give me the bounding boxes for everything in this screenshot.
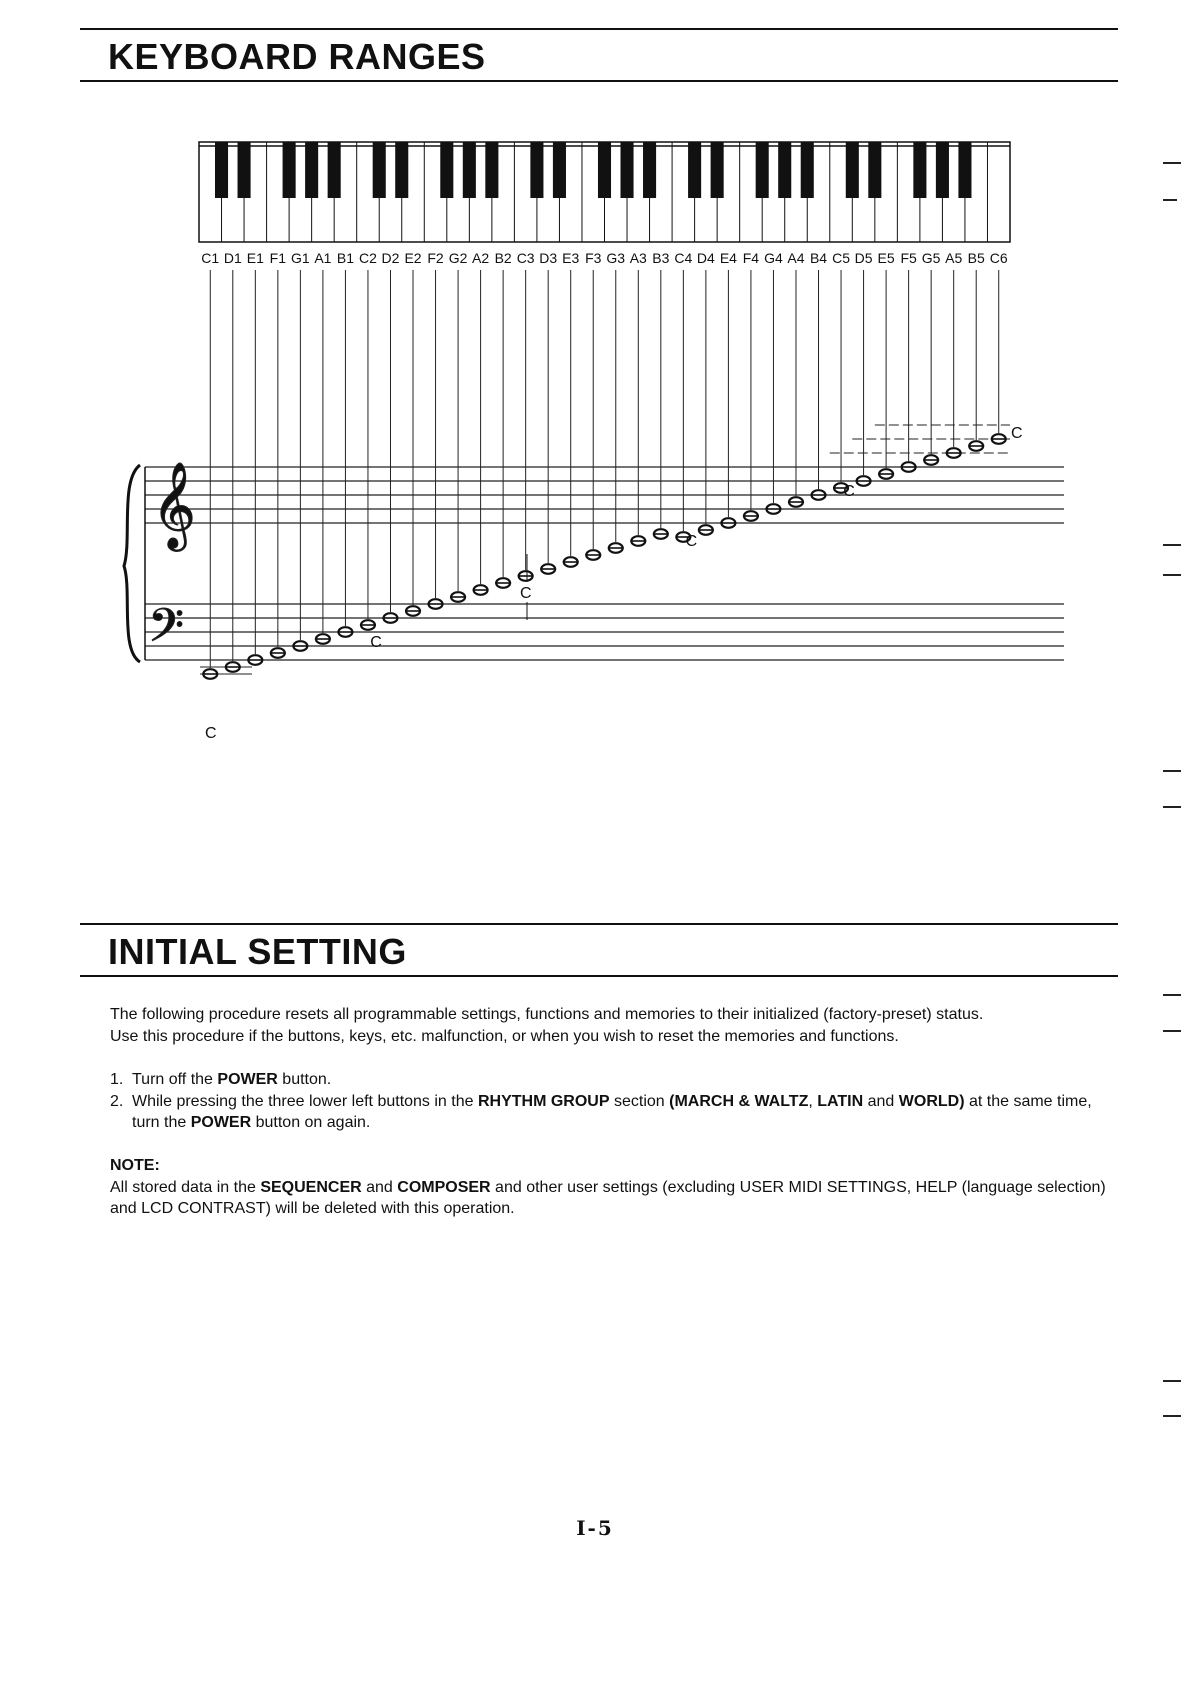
key-label: F5 xyxy=(900,250,917,266)
note-head xyxy=(744,511,758,521)
note-head xyxy=(947,448,961,458)
note-head xyxy=(766,504,780,514)
key-label: C5 xyxy=(832,250,850,266)
binding-mark xyxy=(1163,806,1181,808)
black-key xyxy=(801,142,814,198)
text-run: , xyxy=(808,1092,818,1110)
key-label: A2 xyxy=(472,250,490,266)
key-label: G3 xyxy=(606,250,626,266)
note-head xyxy=(474,585,488,595)
black-key xyxy=(440,142,453,198)
note-head xyxy=(721,518,735,528)
step-2 xyxy=(110,1091,1120,1134)
key-label: D3 xyxy=(539,250,558,266)
black-key xyxy=(328,142,341,198)
treble-clef-icon: 𝄞 xyxy=(152,463,196,546)
bold-text: SEQUENCER xyxy=(260,1178,362,1196)
text-run: and xyxy=(863,1092,899,1110)
key-label: E5 xyxy=(877,250,895,266)
note-head xyxy=(226,662,240,672)
binding-mark xyxy=(1163,1415,1181,1417)
key-label: G2 xyxy=(448,250,468,266)
black-key xyxy=(936,142,949,198)
black-key xyxy=(305,142,318,198)
text-run: All stored data in the xyxy=(110,1178,261,1196)
c-marker: C xyxy=(205,725,217,742)
key-label: B5 xyxy=(967,250,985,266)
intro-line-2: Use this procedure if the buttons, keys, etc. malfunction, or when you wish to reset the memories and functions. xyxy=(110,1027,899,1045)
step-text xyxy=(132,1091,1120,1134)
note-head xyxy=(519,571,533,581)
text-run: While pressing the three lower left buttons in the xyxy=(132,1092,478,1110)
bold-text: COMPOSER xyxy=(397,1178,491,1196)
key-label: F3 xyxy=(585,250,602,266)
key-label: F2 xyxy=(427,250,444,266)
note-head xyxy=(586,550,600,560)
black-key xyxy=(215,142,228,198)
key-label: E1 xyxy=(246,250,264,266)
c-marker: C xyxy=(1011,425,1023,442)
piano-keyboard xyxy=(199,142,1010,242)
note-head xyxy=(857,476,871,486)
note-title: NOTE: xyxy=(110,1157,160,1174)
note-head xyxy=(293,641,307,651)
top-rule-2 xyxy=(80,923,1118,925)
steps-list xyxy=(110,1069,1120,1134)
key-label: D4 xyxy=(696,250,715,266)
key-leader-lines xyxy=(210,270,998,668)
note-head xyxy=(609,543,623,553)
note-head xyxy=(203,669,217,679)
black-key xyxy=(463,142,476,198)
note-head xyxy=(383,613,397,623)
note-block xyxy=(110,1155,1120,1220)
binding-mark xyxy=(1163,1380,1181,1382)
black-key xyxy=(688,142,701,198)
black-key xyxy=(553,142,566,198)
c-marker: C xyxy=(520,585,532,602)
key-labels xyxy=(201,250,1008,266)
black-key xyxy=(868,142,881,198)
key-label: A3 xyxy=(629,250,647,266)
note-head xyxy=(564,557,578,567)
key-label: B4 xyxy=(809,250,828,266)
key-label: C3 xyxy=(516,250,535,266)
text-run: section xyxy=(609,1092,670,1110)
note-head xyxy=(316,634,330,644)
note-heads xyxy=(203,434,1005,679)
binding-mark xyxy=(1163,994,1181,996)
note-head xyxy=(631,536,645,546)
black-key xyxy=(778,142,791,198)
key-label: D2 xyxy=(381,250,400,266)
system-brace xyxy=(124,465,140,662)
key-label: C6 xyxy=(989,250,1008,266)
bold-text: POWER xyxy=(217,1071,278,1088)
note-head xyxy=(654,529,668,539)
key-label: E4 xyxy=(719,250,737,266)
step-text xyxy=(132,1069,331,1091)
step-number: 2. xyxy=(110,1092,124,1110)
black-key xyxy=(958,142,971,198)
note-head xyxy=(338,627,352,637)
note-head xyxy=(361,620,375,630)
note-head xyxy=(496,578,510,588)
black-key xyxy=(395,142,408,198)
key-label: B3 xyxy=(652,250,670,266)
key-label: E2 xyxy=(404,250,422,266)
text-run: button on again. xyxy=(251,1114,371,1131)
note-head xyxy=(429,599,443,609)
binding-mark xyxy=(1163,162,1181,164)
binding-mark xyxy=(1163,770,1181,772)
note-head xyxy=(248,655,262,665)
note-text xyxy=(110,1177,1120,1220)
c-marker: C xyxy=(685,533,698,550)
page-number: I-5 xyxy=(576,1516,614,1540)
text-run: and xyxy=(361,1178,398,1196)
note-head xyxy=(699,525,713,535)
key-label: G5 xyxy=(921,250,941,266)
heading-underline-1 xyxy=(80,80,1118,82)
black-key xyxy=(620,142,633,198)
key-label: G4 xyxy=(764,250,783,266)
key-label: G1 xyxy=(291,250,310,266)
heading-underline-2 xyxy=(80,975,1118,977)
top-rule xyxy=(80,28,1118,30)
c-marker: C xyxy=(370,634,382,651)
note-head xyxy=(924,455,938,465)
black-key xyxy=(913,142,926,198)
initial-setting-heading: INITIAL SETTING xyxy=(108,931,407,972)
key-label: B2 xyxy=(494,250,512,266)
key-label: A4 xyxy=(787,250,805,266)
bold-text: (MARCH & WALTZ xyxy=(669,1092,809,1110)
binding-mark xyxy=(1163,199,1177,201)
intro-paragraph xyxy=(110,1004,1120,1047)
keyboard-ranges-heading: KEYBOARD RANGES xyxy=(108,36,486,77)
key-label: C1 xyxy=(201,250,220,266)
key-label: A5 xyxy=(945,250,963,266)
key-label: C4 xyxy=(674,250,693,266)
bold-text: LATIN xyxy=(817,1092,864,1110)
black-key xyxy=(711,142,724,198)
keyboard-range-diagram xyxy=(0,120,1190,780)
step-number: 1. xyxy=(110,1071,124,1088)
note-head xyxy=(812,490,826,500)
c-marker: C xyxy=(843,483,855,500)
bold-text: RHYTHM GROUP xyxy=(477,1092,610,1110)
black-key xyxy=(643,142,656,198)
binding-mark xyxy=(1163,544,1181,546)
c-markers xyxy=(205,425,1023,742)
key-label: D1 xyxy=(223,250,242,266)
black-key xyxy=(756,142,769,198)
text-run: Turn off the xyxy=(132,1071,218,1088)
text-run: and other user settings (excluding USER MIDI SETTINGS, HELP (language selection) and LCD CONTRAST) will be deleted with this operation. xyxy=(110,1178,1106,1217)
black-key xyxy=(530,142,543,198)
key-label: F1 xyxy=(269,250,287,266)
black-key xyxy=(598,142,611,198)
step-1 xyxy=(110,1069,1120,1091)
binding-mark xyxy=(1163,1030,1181,1032)
black-key xyxy=(283,142,296,198)
black-key xyxy=(238,142,251,198)
bass-clef-icon: 𝄢 xyxy=(148,599,185,662)
note-head xyxy=(902,462,916,472)
note-head xyxy=(541,564,555,574)
note-head xyxy=(406,606,420,616)
note-head xyxy=(992,434,1006,444)
key-label: D5 xyxy=(854,250,873,266)
binding-mark xyxy=(1163,574,1181,576)
bold-text: POWER xyxy=(190,1114,252,1131)
note-head xyxy=(969,441,983,451)
text-run: button. xyxy=(277,1071,332,1088)
note-head xyxy=(271,648,285,658)
key-label: F4 xyxy=(742,250,760,266)
black-key xyxy=(373,142,386,198)
intro-line-1: The following procedure resets all programmable settings, functions and memories to their initialized (factory-preset) status. xyxy=(110,1006,984,1023)
note-head xyxy=(789,497,803,507)
note-head xyxy=(879,469,893,479)
note-head xyxy=(451,592,465,602)
black-key xyxy=(846,142,859,198)
bold-text: WORLD) xyxy=(898,1092,965,1110)
text-run: at the same time, turn the xyxy=(132,1092,1092,1131)
black-key xyxy=(485,142,498,198)
key-label: E3 xyxy=(562,250,580,266)
key-label: B1 xyxy=(336,250,354,266)
key-label: A1 xyxy=(314,250,332,266)
key-label: C2 xyxy=(359,250,377,266)
